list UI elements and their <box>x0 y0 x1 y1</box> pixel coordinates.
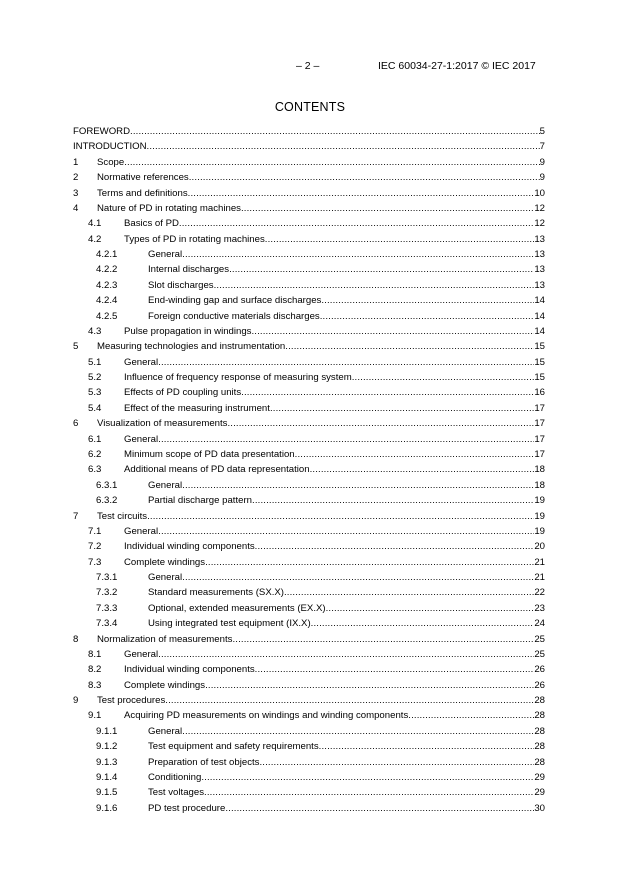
toc-entry-number: 9.1.6 <box>96 802 118 814</box>
toc-entry[interactable] <box>73 339 545 353</box>
toc-entry[interactable] <box>73 647 545 661</box>
toc-entry-page: 15 <box>534 341 545 353</box>
toc-entry-number: 8.1 <box>88 648 102 660</box>
toc-dot-leader <box>214 280 535 292</box>
toc-dot-leader <box>158 357 534 369</box>
toc-entry-number: 7.2 <box>88 541 102 553</box>
toc-entry-page: 28 <box>534 695 545 707</box>
toc-entry-page: 24 <box>534 618 545 630</box>
toc-entry[interactable] <box>73 247 545 261</box>
toc-entry-number: 7.3 <box>88 556 102 568</box>
toc-dot-leader <box>284 587 534 599</box>
toc-entry-title: Individual winding components <box>124 541 255 553</box>
toc-entry[interactable] <box>73 770 545 784</box>
toc-entry-title: Normative references <box>97 172 189 184</box>
toc-entry-number: 6.3.1 <box>96 479 118 491</box>
toc-entry-number: 9.1.3 <box>96 756 118 768</box>
toc-entry-title: Internal discharges <box>148 264 230 276</box>
toc-entry-page: 28 <box>534 741 545 753</box>
toc-entry-page: 13 <box>534 249 545 261</box>
toc-entry-number: 9 <box>73 695 79 707</box>
toc-dot-leader <box>321 295 534 307</box>
toc-entry-number: 4.2.2 <box>96 264 118 276</box>
toc-entry-title: Complete windings <box>124 679 206 691</box>
toc-entry[interactable] <box>73 616 545 630</box>
toc-entry-number: 7.3.1 <box>96 572 118 584</box>
toc-entry[interactable] <box>73 124 545 138</box>
toc-entry-page: 15 <box>534 372 545 384</box>
toc-dot-leader <box>205 680 534 692</box>
toc-entry[interactable] <box>73 370 545 384</box>
toc-entry-title: Test equipment and safety requirements <box>148 741 319 753</box>
toc-entry-page: 14 <box>534 295 545 307</box>
toc-entry-title: Standard measurements (SX.X) <box>148 587 284 599</box>
toc-entry-title: Normalization of measurements <box>97 633 233 645</box>
toc-entry-title: General <box>124 525 159 537</box>
toc-entry-page: 17 <box>534 448 545 460</box>
toc-entry[interactable] <box>73 801 545 815</box>
toc-dot-leader <box>179 218 534 230</box>
toc-entry-page: 19 <box>534 510 545 522</box>
toc-entry-title: General <box>124 648 159 660</box>
toc-entry-number: 5.2 <box>88 372 102 384</box>
toc-dot-leader <box>252 495 534 507</box>
toc-entry-page: 12 <box>534 202 545 214</box>
toc-entry[interactable] <box>73 785 545 799</box>
toc-entry-number: 5.4 <box>88 402 102 414</box>
toc-entry-title: General <box>148 725 183 737</box>
toc-entry-number: 7.3.3 <box>96 602 118 614</box>
toc-entry[interactable] <box>73 170 545 184</box>
toc-entry-title: Influence of frequency response of measuring system <box>124 372 352 384</box>
toc-entry-number: 4.2.5 <box>96 310 118 322</box>
toc-entry-page: 12 <box>534 218 545 230</box>
toc-entry[interactable] <box>73 509 545 523</box>
toc-entry-page: 9 <box>539 156 545 168</box>
toc-entry-number: 6.2 <box>88 448 102 460</box>
toc-entry-page: 23 <box>534 602 545 614</box>
toc-entry[interactable] <box>73 662 545 676</box>
toc-entry-number: 4.2.3 <box>96 279 118 291</box>
toc-entry-number: 9.1 <box>88 710 102 722</box>
toc-dot-leader <box>251 326 534 338</box>
toc-entry[interactable] <box>73 678 545 692</box>
toc-entry-title: Preparation of test objects <box>148 756 260 768</box>
toc-entry[interactable] <box>73 216 545 230</box>
toc-entry[interactable] <box>73 601 545 615</box>
toc-entry[interactable] <box>73 570 545 584</box>
toc-entry-number: 2 <box>73 172 79 184</box>
document-reference-header: IEC 60034-27-1:2017 © IEC 2017 <box>378 60 536 72</box>
toc-entry[interactable] <box>73 278 545 292</box>
toc-entry[interactable] <box>73 186 545 200</box>
toc-entry-number: 4.2.4 <box>96 295 118 307</box>
page-number-header: – 2 – <box>296 60 320 72</box>
toc-entry-number: 4.1 <box>88 218 102 230</box>
toc-dot-leader <box>158 649 534 661</box>
toc-entry-page: 17 <box>534 402 545 414</box>
toc-entry-page: 19 <box>534 495 545 507</box>
toc-entry-page: 30 <box>534 802 545 814</box>
toc-entry-number: 9.1.2 <box>96 741 118 753</box>
toc-entry-title: Effect of the measuring instrument <box>124 402 270 414</box>
toc-entry-page: 5 <box>539 126 545 137</box>
toc-entry-page: 29 <box>534 771 545 783</box>
toc-entry-number: 9.1.1 <box>96 725 118 737</box>
toc-entry-page: 13 <box>534 264 545 276</box>
toc-entry-number: 3 <box>73 187 79 199</box>
toc-entry-number: 7.1 <box>88 525 102 537</box>
toc-entry-page: 18 <box>534 479 545 491</box>
toc-entry[interactable] <box>73 724 545 738</box>
toc-entry-page: 21 <box>534 556 545 568</box>
toc-entry-number: 6.1 <box>88 433 102 445</box>
toc-entry[interactable] <box>73 155 545 169</box>
toc-dot-leader <box>158 434 534 446</box>
toc-entry-page: 20 <box>534 541 545 553</box>
toc-entry[interactable] <box>73 739 545 753</box>
toc-dot-leader <box>241 387 534 399</box>
toc-entry[interactable] <box>73 416 545 430</box>
toc-entry-number: 7.3.2 <box>96 587 118 599</box>
toc-entry-title: Partial discharge pattern <box>148 495 252 507</box>
toc-dot-leader <box>182 480 534 492</box>
toc-entry-number: 5.1 <box>88 356 102 368</box>
toc-entry-title: General <box>148 572 183 584</box>
toc-entry-number: 4.3 <box>88 325 102 337</box>
toc-entry-title: Acquiring PD measurements on windings and winding components <box>124 710 409 722</box>
toc-entry[interactable] <box>73 632 545 646</box>
toc-entry[interactable] <box>73 693 545 707</box>
toc-entry-number: 8.2 <box>88 664 102 676</box>
toc-dot-leader <box>124 157 539 169</box>
toc-entry-title: Basics of PD <box>124 218 179 230</box>
toc-entry[interactable] <box>73 139 545 153</box>
page-title: CONTENTS <box>274 100 346 114</box>
toc-entry-title: Test voltages <box>148 787 204 799</box>
toc-entry-title: Slot discharges <box>148 279 214 291</box>
toc-entry-number: 4.2.1 <box>96 249 118 261</box>
toc-entry-page: 18 <box>534 464 545 476</box>
toc-entry-page: 13 <box>534 233 545 245</box>
toc-dot-leader <box>326 603 535 615</box>
toc-entry-number: 6 <box>73 418 79 430</box>
toc-entry-title: FOREWORD <box>73 126 131 137</box>
toc-entry[interactable] <box>73 539 545 553</box>
toc-entry[interactable] <box>73 432 545 446</box>
toc-entry-title: Complete windings <box>124 556 206 568</box>
toc-dot-leader <box>201 772 534 784</box>
toc-entry-page: 28 <box>534 710 545 722</box>
toc-entry-page: 29 <box>534 787 545 799</box>
toc-entry-page: 16 <box>534 387 545 399</box>
toc-dot-leader <box>311 618 535 630</box>
toc-dot-leader <box>147 511 534 523</box>
toc-entry-page: 14 <box>534 325 545 337</box>
toc-entry-title: Additional means of PD data representation <box>124 464 310 476</box>
toc-entry-number: 9.1.4 <box>96 771 118 783</box>
toc-entry-number: 5 <box>73 341 79 353</box>
toc-dot-leader <box>265 234 535 246</box>
toc-entry-title: Foreign conductive materials discharges <box>148 310 320 322</box>
toc-dot-leader <box>320 311 535 323</box>
toc-dot-leader <box>189 172 540 184</box>
toc-entry-title: Types of PD in rotating machines <box>124 233 265 245</box>
toc-dot-leader <box>352 372 535 384</box>
toc-entry-page: 15 <box>534 356 545 368</box>
toc-dot-leader <box>285 341 534 353</box>
toc-entry-title: Using integrated test equipment (IX.X) <box>148 618 311 630</box>
toc-entry[interactable] <box>73 262 545 276</box>
toc-entry-title: PD test procedure <box>148 802 226 814</box>
toc-entry-number: 6.3 <box>88 464 102 476</box>
toc-dot-leader <box>259 757 534 769</box>
toc-dot-leader <box>158 526 534 538</box>
toc-dot-leader <box>255 664 535 676</box>
toc-entry[interactable] <box>73 708 545 722</box>
toc-entry-title: Individual winding components <box>124 664 255 676</box>
toc-dot-leader <box>204 787 534 799</box>
toc-entry-page: 9 <box>539 172 545 184</box>
toc-entry-page: 28 <box>534 756 545 768</box>
toc-dot-leader <box>241 203 534 215</box>
toc-entry-page: 22 <box>534 587 545 599</box>
toc-entry-title: General <box>148 249 183 261</box>
toc-entry-title: Terms and definitions <box>97 187 188 199</box>
toc-entry-title: General <box>124 356 159 368</box>
toc-entry-title: Pulse propagation in windings <box>124 325 252 337</box>
toc-entry-page: 19 <box>534 525 545 537</box>
toc-entry-page: 25 <box>534 633 545 645</box>
toc-dot-leader <box>295 449 535 461</box>
toc-entry-page: 26 <box>534 664 545 676</box>
toc-dot-leader <box>255 541 535 553</box>
toc-entry[interactable] <box>73 309 545 323</box>
toc-entry[interactable] <box>73 462 545 476</box>
toc-dot-leader <box>165 695 534 707</box>
toc-entry-number: 8.3 <box>88 679 102 691</box>
toc-entry-number: 7 <box>73 510 79 522</box>
toc-entry-number: 4 <box>73 202 79 214</box>
toc-dot-leader <box>270 403 534 415</box>
toc-dot-leader <box>130 126 540 138</box>
toc-entry[interactable] <box>73 493 545 507</box>
toc-entry[interactable] <box>73 755 545 769</box>
toc-entry-title: End-winding gap and surface discharges <box>148 295 322 307</box>
toc-entry-page: 21 <box>534 572 545 584</box>
toc-entry-title: General <box>124 433 159 445</box>
toc-dot-leader <box>229 264 534 276</box>
toc-entry-page: 13 <box>534 279 545 291</box>
toc-entry[interactable] <box>73 324 545 338</box>
toc-entry-title: Nature of PD in rotating machines <box>97 202 241 214</box>
toc-entry-number: 6.3.2 <box>96 495 118 507</box>
toc-entry-title: Minimum scope of PD data presentation <box>124 448 295 460</box>
toc-dot-leader <box>225 803 534 815</box>
toc-entry-title: Measuring technologies and instrumentation <box>97 341 286 353</box>
toc-entry-page: 26 <box>534 679 545 691</box>
toc-entry-title: General <box>148 479 183 491</box>
toc-entry-title: Test procedures <box>97 695 166 707</box>
toc-dot-leader <box>182 726 534 738</box>
toc-entry-number: 1 <box>73 156 79 168</box>
toc-entry-title: Conditioning <box>148 771 202 783</box>
toc-entry[interactable] <box>73 355 545 369</box>
toc-entry[interactable] <box>73 447 545 461</box>
toc-entry-page: 10 <box>534 187 545 199</box>
toc-entry-title: INTRODUCTION <box>73 141 147 153</box>
toc-entry-number: 4.2 <box>88 233 102 245</box>
toc-entry[interactable] <box>73 478 545 492</box>
toc-dot-leader <box>408 710 534 722</box>
toc-entry[interactable] <box>73 232 545 246</box>
toc-entry-page: 17 <box>534 433 545 445</box>
toc-dot-leader <box>182 249 534 261</box>
toc-entry[interactable] <box>73 401 545 415</box>
toc-entry-page: 25 <box>534 648 545 660</box>
toc-dot-leader <box>182 572 534 584</box>
toc-entry[interactable] <box>73 385 545 399</box>
toc-entry-number: 5.3 <box>88 387 102 399</box>
toc-entry-page: 14 <box>534 310 545 322</box>
toc-entry[interactable] <box>73 585 545 599</box>
toc-entry-page: 28 <box>534 725 545 737</box>
toc-dot-leader <box>188 188 535 200</box>
toc-entry-title: Effects of PD coupling units <box>124 387 242 399</box>
toc-entry-title: Visualization of measurements <box>97 418 228 430</box>
toc-entry-page: 17 <box>534 418 545 430</box>
toc-entry-number: 9.1.5 <box>96 787 118 799</box>
toc-dot-leader <box>310 464 535 476</box>
toc-dot-leader <box>205 557 534 569</box>
toc-entry-title: Scope <box>97 156 125 168</box>
toc-entry-number: 8 <box>73 633 79 645</box>
toc-dot-leader <box>227 418 534 430</box>
toc-dot-leader <box>232 634 534 646</box>
toc-entry-title: Test circuits <box>97 510 148 522</box>
toc-entry-page: 7 <box>539 141 545 153</box>
toc-entry[interactable] <box>73 555 545 569</box>
toc-entry[interactable] <box>73 201 545 215</box>
toc-dot-leader <box>319 741 535 753</box>
toc-entry-number: 7.3.4 <box>96 618 118 630</box>
toc-entry[interactable] <box>73 524 545 538</box>
toc-dot-leader <box>147 141 540 153</box>
toc-entry-title: Optional, extended measurements (EX.X) <box>148 602 326 614</box>
toc-entry[interactable] <box>73 293 545 307</box>
